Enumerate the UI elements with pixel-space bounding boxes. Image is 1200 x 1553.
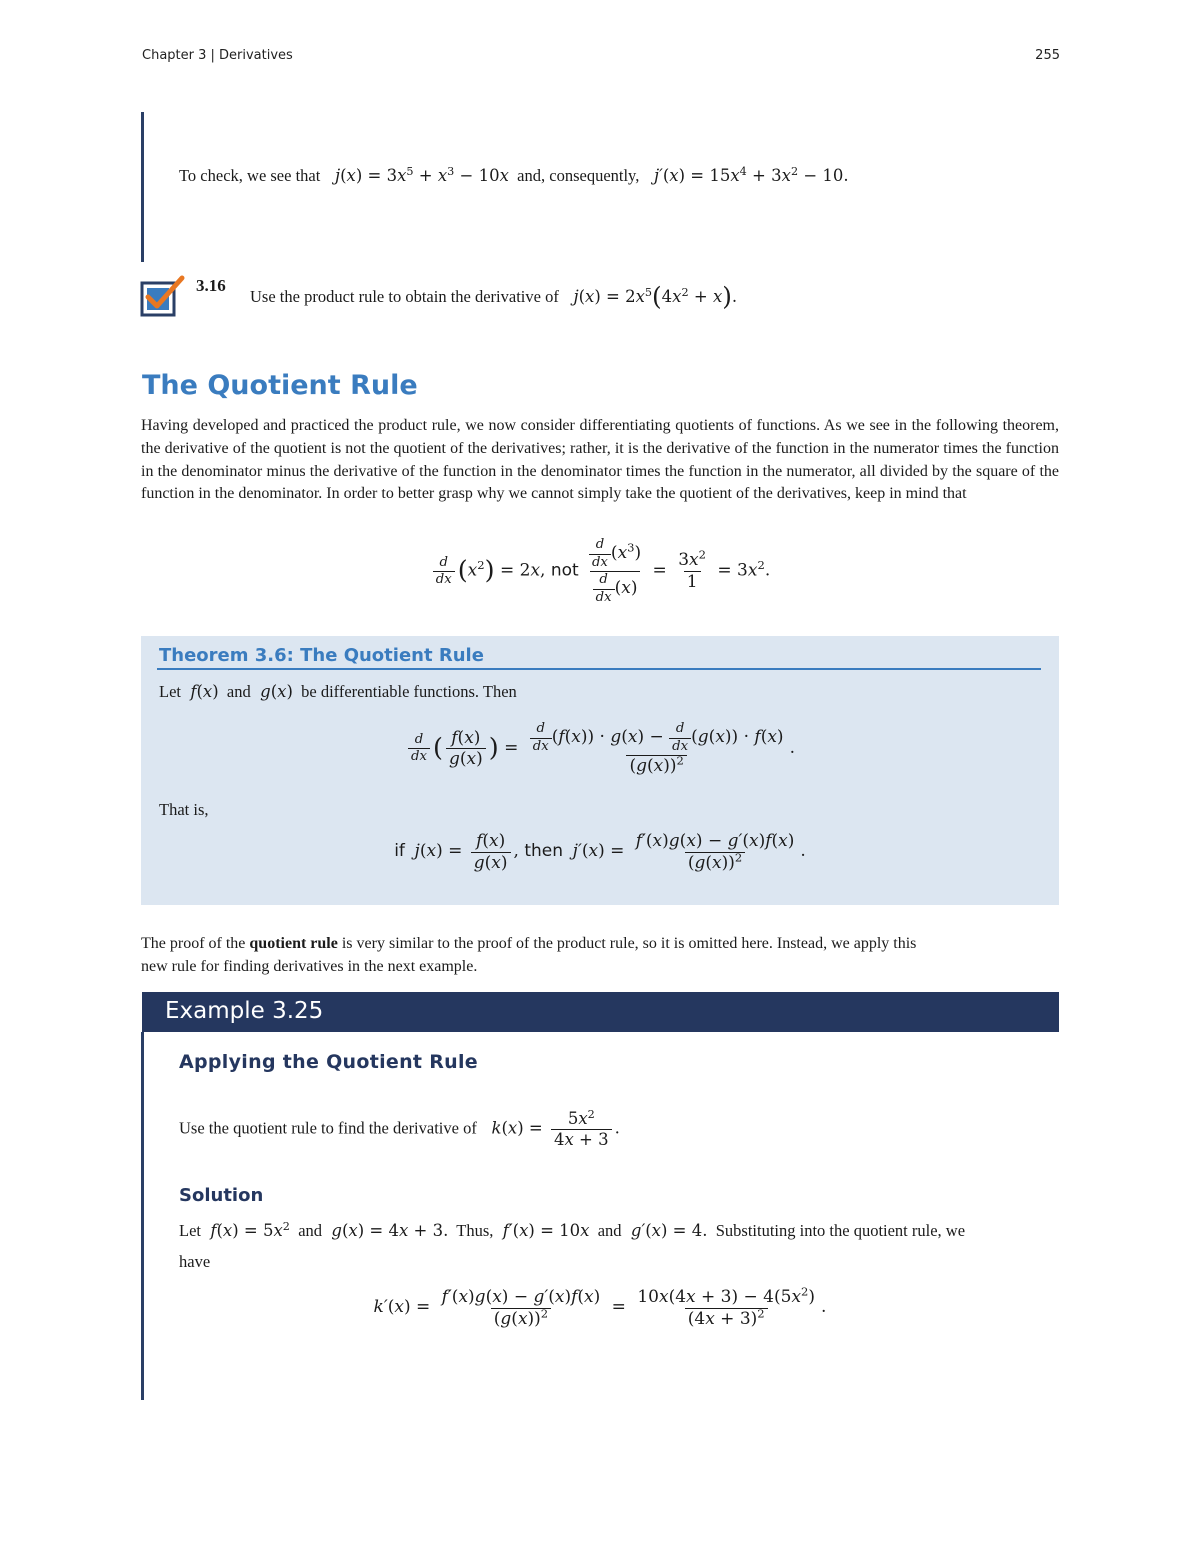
if-word: if	[394, 841, 405, 862]
then-word: then	[524, 841, 564, 862]
sol-and2: and	[597, 1221, 622, 1240]
intro-paragraph: Having developed and practiced the product rule, we now consider differentiating quotients of functions. As we see in the following theorem, the derivative of the quotient is not the quotient of the derivatives; rather, it is the derivative of the function in the numerator times the function in the denominator minus the derivative of the function in the denominator times the function in the numerator, all divided by the square of the function in the denominator. In order to better grasp why we cannot simply take the quotient of the derivatives, keep in mind that	[141, 417, 1059, 503]
exercise-text: Use the product rule to obtain the derivative of $j(x) = 2x^5(4x^2 + x)$.	[250, 282, 738, 311]
sol-thus: Thus,	[456, 1221, 494, 1240]
quotient-rule-equation: $\frac{d}{dx}$ ( $\frac{f(x)}{g(x)}$ ) = $\frac{d}{dx}$ (f(x)) · g(x) − $\frac{d}{dx}$ (g(x)) · f(x) $(g(x))^2$ .	[141, 722, 1059, 776]
proof-paragraph	[141, 935, 916, 953]
check-lead: To check, we see that	[179, 166, 321, 185]
solution-heading: Solution	[179, 1185, 264, 1206]
check-equation-jprime: j′	[643, 166, 663, 185]
exercise-equation: j	[562, 287, 579, 307]
theorem-statement: Let f(x) and g(x) be differentiable functions. Then	[159, 682, 517, 701]
checkpoint-icon	[140, 275, 186, 317]
theorem-title-rule	[157, 668, 1041, 670]
theorem-title: Theorem 3.6: The Quotient Rule	[159, 645, 484, 666]
sol-let: Let	[179, 1221, 201, 1240]
proof-paragraph-line2: new rule for finding derivatives in the next example.	[141, 958, 478, 975]
page-number: 255	[1035, 48, 1060, 63]
example-prompt-line: Use the quotient rule to find the derivative of k(x) = $\frac{5x^2}{4x + 3}$ .	[179, 1107, 620, 1150]
example-subtitle: Applying the Quotient Rule	[179, 1051, 478, 1073]
exercise-prompt: Use the product rule to obtain the derivative of	[250, 287, 559, 307]
example-prompt: Use the quotient rule to find the derivative of	[179, 1118, 477, 1138]
example-left-border	[141, 112, 144, 262]
theorem-let-tail: be differentiable functions. Then	[301, 682, 517, 701]
not-quotient-equation: $\frac{d}{dx}$ $(x^2) = 2x$, not $\frac{d}{dx}$ $(x^3)$ $\frac{d}{dx}$ (x) = $\frac{3x^2}{1}$ = $3x^2$.	[141, 538, 1059, 605]
sol-and: and	[298, 1221, 323, 1240]
sol-tail: Substituting into the quotient rule, we	[715, 1221, 966, 1240]
check-equation-j: j	[324, 166, 341, 185]
example-title: Example 3.25	[165, 998, 324, 1024]
quotient-rule-equation-compact: if j(x) = $\frac{f(x)}{g(x)}$ , then j′(x) = $\frac{f'(x)g(x) - g'(x)f(x)}{(g(x))^2}$ .	[394, 831, 806, 873]
that-is: That is,	[159, 800, 209, 819]
solution-line: Let $f(x) = 5x^2$ and g(x) = 4x + 3. Thus, f′(x) = 10x and g′(x) = 4. Substituting into the quotient rule, we	[179, 1219, 966, 1240]
exercise-number: 3.16	[196, 276, 226, 295]
proof-before: The proof of the	[141, 935, 246, 952]
not-word: not	[550, 560, 579, 581]
sol-have: have	[179, 1252, 211, 1271]
theorem-let: Let	[159, 682, 181, 701]
check-conj: and, consequently,	[517, 166, 640, 185]
theorem-and: and	[226, 682, 251, 701]
check-sentence: To check, we see that $j(x) = 3x^5 + x^3 - 10x$ and, consequently, $j'(x) = 15x^4 + 3x^2 - 10$.	[179, 164, 849, 185]
quotient-rule-term: quotient rule	[249, 935, 338, 952]
section-heading: The Quotient Rule	[142, 370, 418, 401]
solution-equation: k′(x) = $\frac{f'(x)g(x) - g'(x)f(x)}{(g(x))^2}$ = $\frac{10x(4x + 3) - 4(5x^2)}{(4x + 3)^2}$ .	[373, 1284, 827, 1329]
proof-after: is very similar to the proof of the product rule, so it is omitted here. Instead, we apply this	[341, 935, 917, 952]
running-head: Chapter 3 | Derivatives	[142, 48, 293, 63]
example-left-border-2	[141, 1032, 144, 1400]
